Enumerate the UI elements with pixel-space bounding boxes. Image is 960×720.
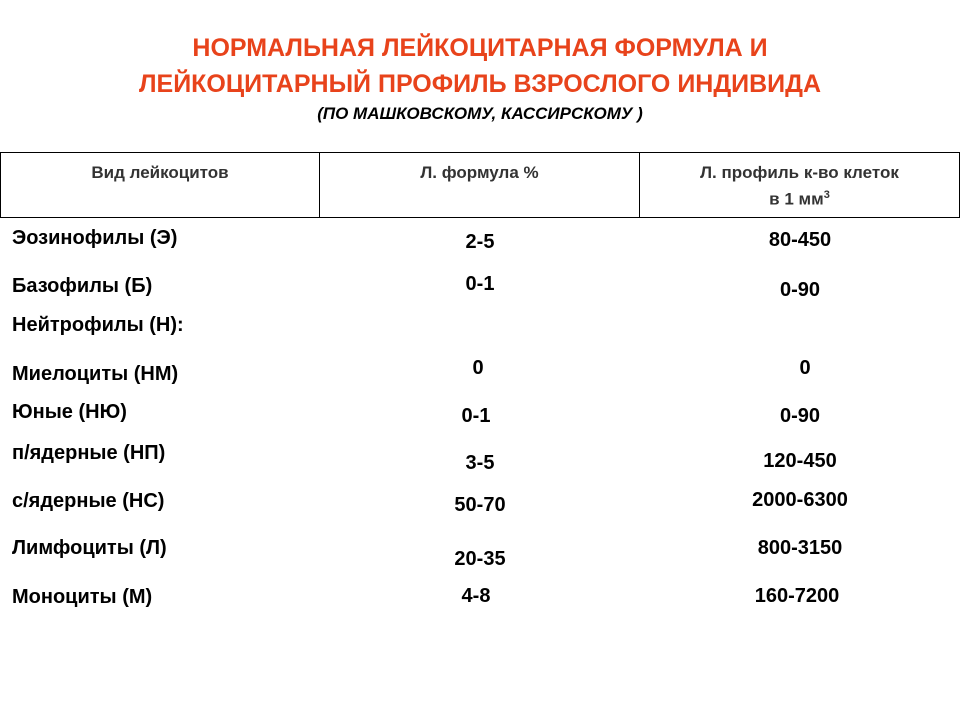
header-profile-line-1: Л. профиль к-во клеток (700, 163, 899, 182)
header-leukocyte-type: Вид лейкоцитов (0, 153, 320, 217)
row-profile: 80-450 (768, 229, 832, 251)
row-formula: 0 (472, 357, 484, 379)
row-formula: 4-8 (461, 585, 491, 607)
row-name: Миелоциты (НМ) (12, 363, 179, 385)
row-name: Юные (НЮ) (12, 401, 127, 423)
row-profile: 160-7200 (754, 585, 840, 607)
header-profile-line-2 (640, 184, 959, 211)
header-formula: Л. формула % (320, 153, 640, 217)
row-profile: 0-90 (779, 405, 821, 427)
row-formula: 50-70 (454, 494, 506, 516)
subtitle: (ПО МАШКОВСКОМУ, КАССИРСКОМУ ) (317, 104, 643, 123)
row-name: Моноциты (М) (12, 586, 153, 608)
title-line-2: ЛЕЙКОЦИТАРНЫЙ ПРОФИЛЬ ВЗРОСЛОГО ИНДИВИДА (138, 70, 822, 98)
row-profile: 0-90 (779, 279, 821, 301)
row-formula: 0-1 (461, 405, 491, 427)
row-formula: 2-5 (465, 231, 495, 253)
row-name: Эозинофилы (Э) (12, 227, 178, 249)
row-name: с/ядерные (НС) (12, 490, 165, 512)
table-header (0, 152, 960, 218)
row-name: Нейтрофилы (Н): (12, 314, 184, 336)
row-name: Базофилы (Б) (12, 275, 153, 297)
row-name: Лимфоциты (Л) (12, 537, 167, 559)
title-line-1: НОРМАЛЬНАЯ ЛЕЙКОЦИТАРНАЯ ФОРМУЛА И (192, 34, 768, 62)
row-profile: 800-3150 (757, 537, 843, 559)
row-formula: 20-35 (454, 548, 506, 570)
row-profile: 120-450 (763, 450, 837, 472)
row-profile: 0 (799, 357, 811, 379)
row-profile: 2000-6300 (752, 489, 848, 511)
row-formula: 0-1 (465, 273, 495, 295)
header-profile-superscript: 3 (823, 189, 830, 201)
row-formula: 3-5 (465, 452, 495, 474)
header-profile (640, 153, 960, 217)
row-name: п/ядерные (НП) (12, 442, 166, 464)
header-profile-unit: в 1 мм (769, 189, 824, 209)
